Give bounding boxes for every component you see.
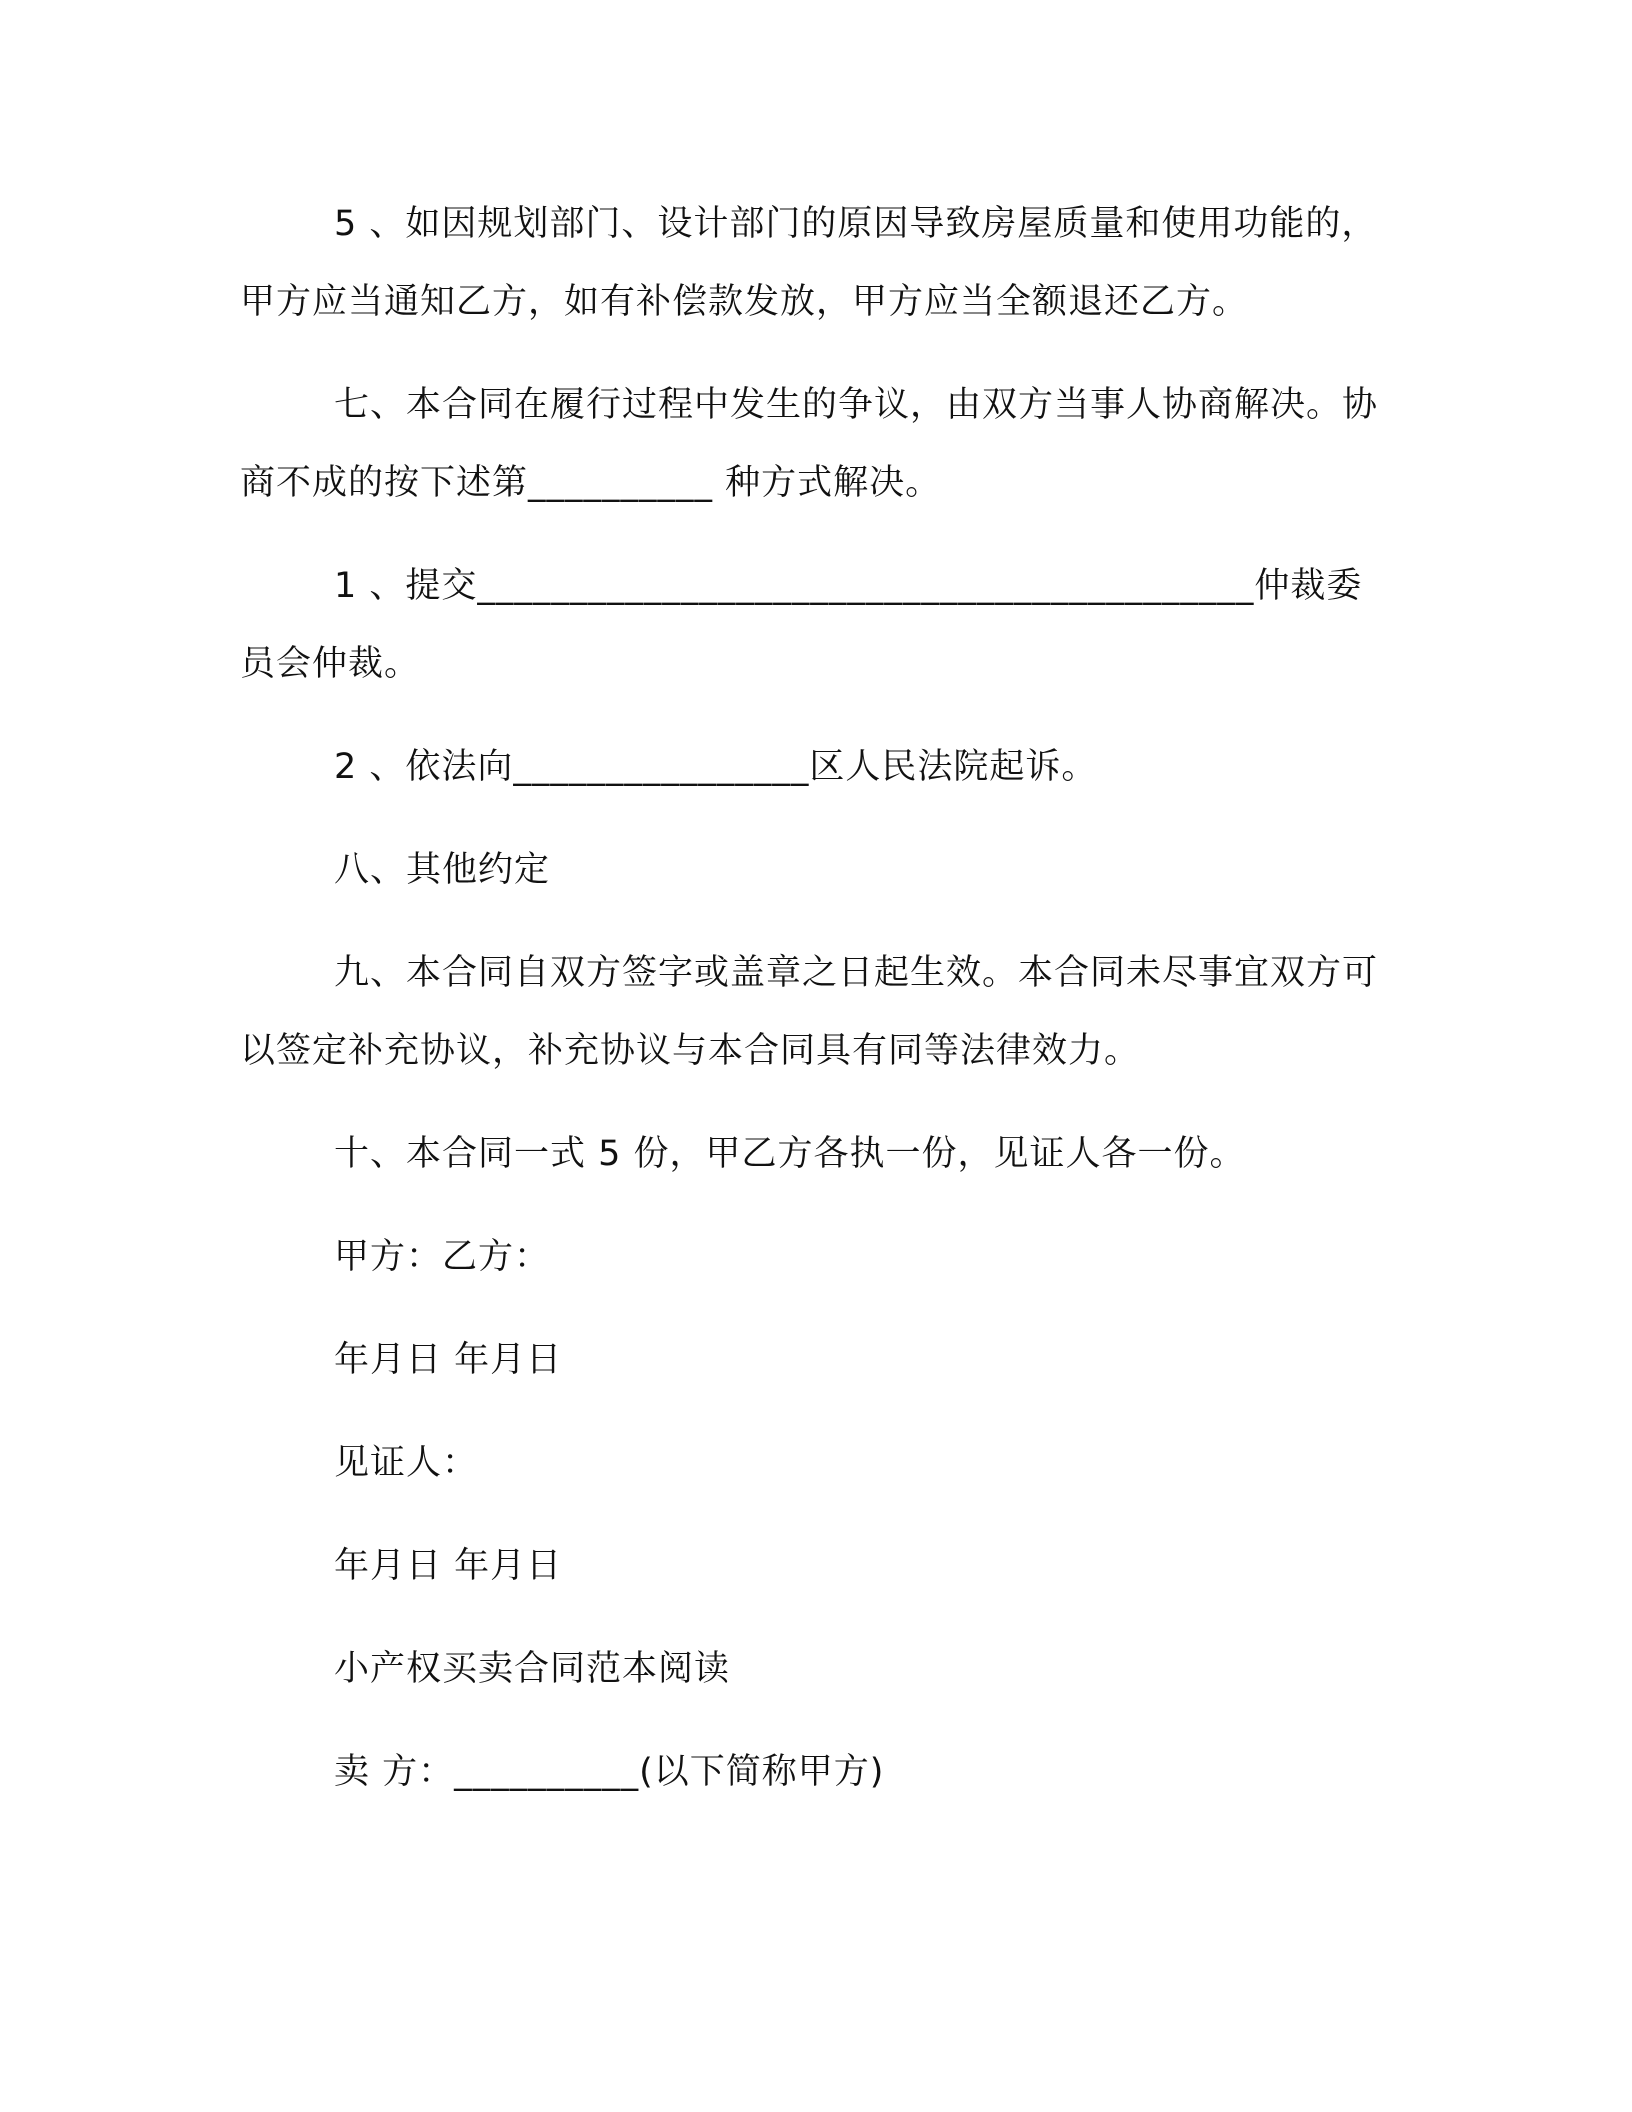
clause-10-copies: 十、本合同一式 5 份，甲乙方各执一份，见证人各一份。 bbox=[334, 1134, 1246, 1174]
clause-8-other: 八、其他约定 bbox=[334, 850, 551, 890]
document-body bbox=[240, 185, 1380, 1836]
clause-6-item-5: 5 、如因规划部门、设计部门的原因导致房屋质量和使用功能的，甲方应当通知乙方，如有补偿款发放，甲方应当全额退还乙方。 bbox=[240, 204, 1378, 322]
witness-label: 见证人： bbox=[334, 1443, 479, 1483]
clause-7-item-1-arbitration: 1 、提交__________________________________________仲裁委员会仲裁。 bbox=[240, 566, 1363, 684]
signature-parties: 甲方：乙方： bbox=[334, 1237, 551, 1277]
clause-9-effective: 九、本合同自双方签字或盖章之日起生效。本合同未尽事宜双方可以签定补充协议，补充协议与本合同具有同等法律效力。 bbox=[240, 953, 1379, 1071]
signature-dates: 年月日 年月日 bbox=[334, 1340, 563, 1380]
witness-dates: 年月日 年月日 bbox=[334, 1546, 563, 1586]
seller-line: 卖 方：__________(以下简称甲方) bbox=[334, 1752, 885, 1792]
clause-7-item-2-court: 2 、依法向________________区人民法院起诉。 bbox=[334, 747, 1098, 787]
section-title: 小产权买卖合同范本阅读 bbox=[334, 1649, 731, 1689]
clause-7-dispute: 七、本合同在履行过程中发生的争议，由双方当事人协商解决。协商不成的按下述第__________ 种方式解决。 bbox=[240, 385, 1379, 503]
